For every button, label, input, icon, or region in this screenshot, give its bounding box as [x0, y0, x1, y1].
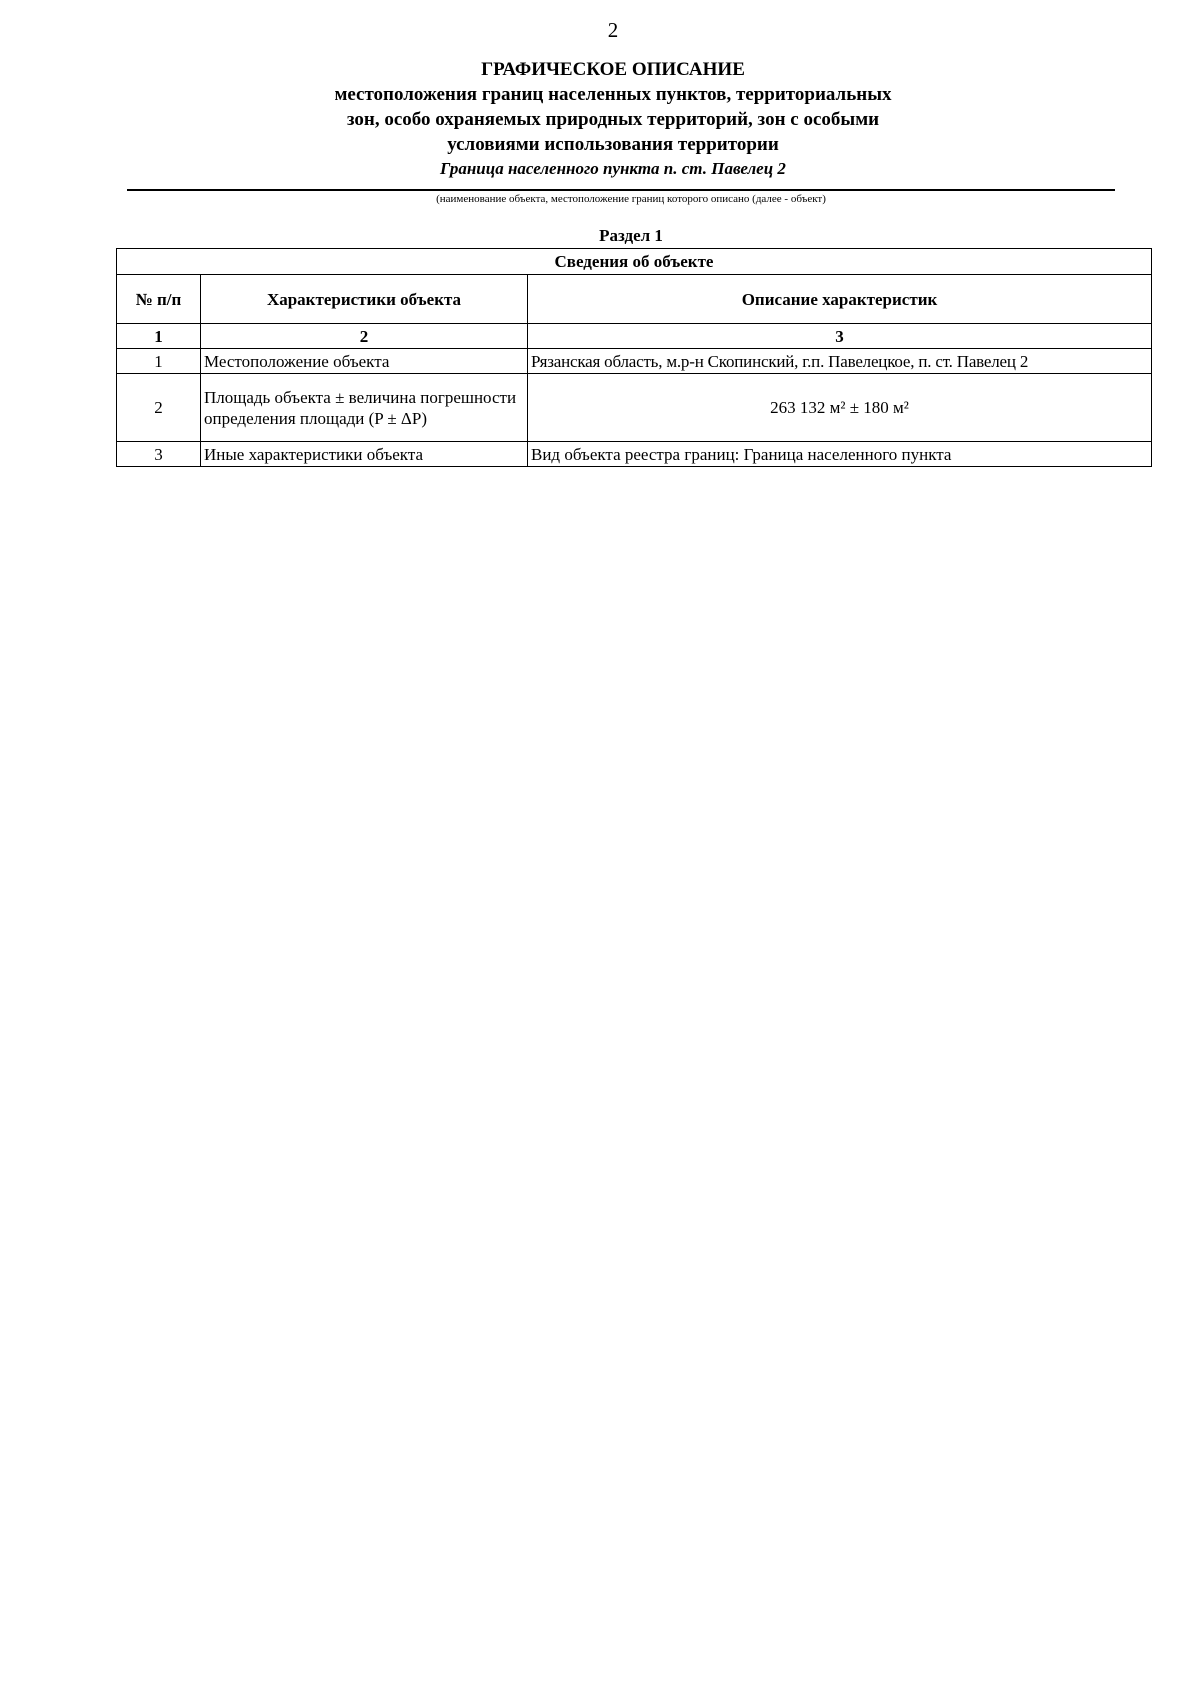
object-name-underline [127, 189, 1115, 191]
header-description: Описание характеристик [528, 275, 1152, 324]
table-title: Сведения об объекте [117, 249, 1152, 275]
object-caption: (наименование объекта, местоположение границ которого описано (далее - объект) [436, 193, 826, 205]
document-subtitle-line-1: местоположения границ населенных пунктов, территориальных [334, 84, 892, 105]
object-info-table [116, 248, 1152, 467]
column-number-row [117, 324, 1152, 349]
column-number-2: 2 [201, 324, 528, 349]
row-characteristic: Местоположение объекта [201, 349, 528, 374]
column-number-1: 1 [117, 324, 201, 349]
header-number: № п/п [117, 275, 201, 324]
table-row [117, 442, 1152, 467]
table-row [117, 374, 1152, 442]
header-characteristic: Характеристики объекта [201, 275, 528, 324]
row-characteristic: Иные характеристики объекта [201, 442, 528, 467]
document-subtitle-line-2: зон, особо охраняемых природных территорий, зон с особыми [346, 109, 880, 130]
row-description: 263 132 м² ± 180 м² [528, 374, 1152, 442]
table-header-row [117, 275, 1152, 324]
row-characteristic: Площадь объекта ± величина погрешности определения площади (P ± ΔP) [201, 374, 528, 442]
row-index: 2 [117, 374, 201, 442]
page-number: 2 [607, 18, 619, 42]
document-subtitle-line-3: условиями использования территории [447, 134, 779, 155]
row-index: 3 [117, 442, 201, 467]
title-block [0, 58, 1200, 181]
table-row [117, 349, 1152, 374]
column-number-3: 3 [528, 324, 1152, 349]
table-title-row [117, 249, 1152, 275]
document-title: ГРАФИЧЕСКОЕ ОПИСАНИЕ [481, 59, 745, 80]
row-index: 1 [117, 349, 201, 374]
row-description: Рязанская область, м.р-н Скопинский, г.п. Павелецкое, п. ст. Павелец 2 [528, 349, 1152, 374]
row-description: Вид объекта реестра границ: Граница населенного пункта [528, 442, 1152, 467]
object-name: Граница населенного пункта п. ст. Павелец 2 [440, 159, 786, 178]
section-label: Раздел 1 [599, 226, 663, 245]
